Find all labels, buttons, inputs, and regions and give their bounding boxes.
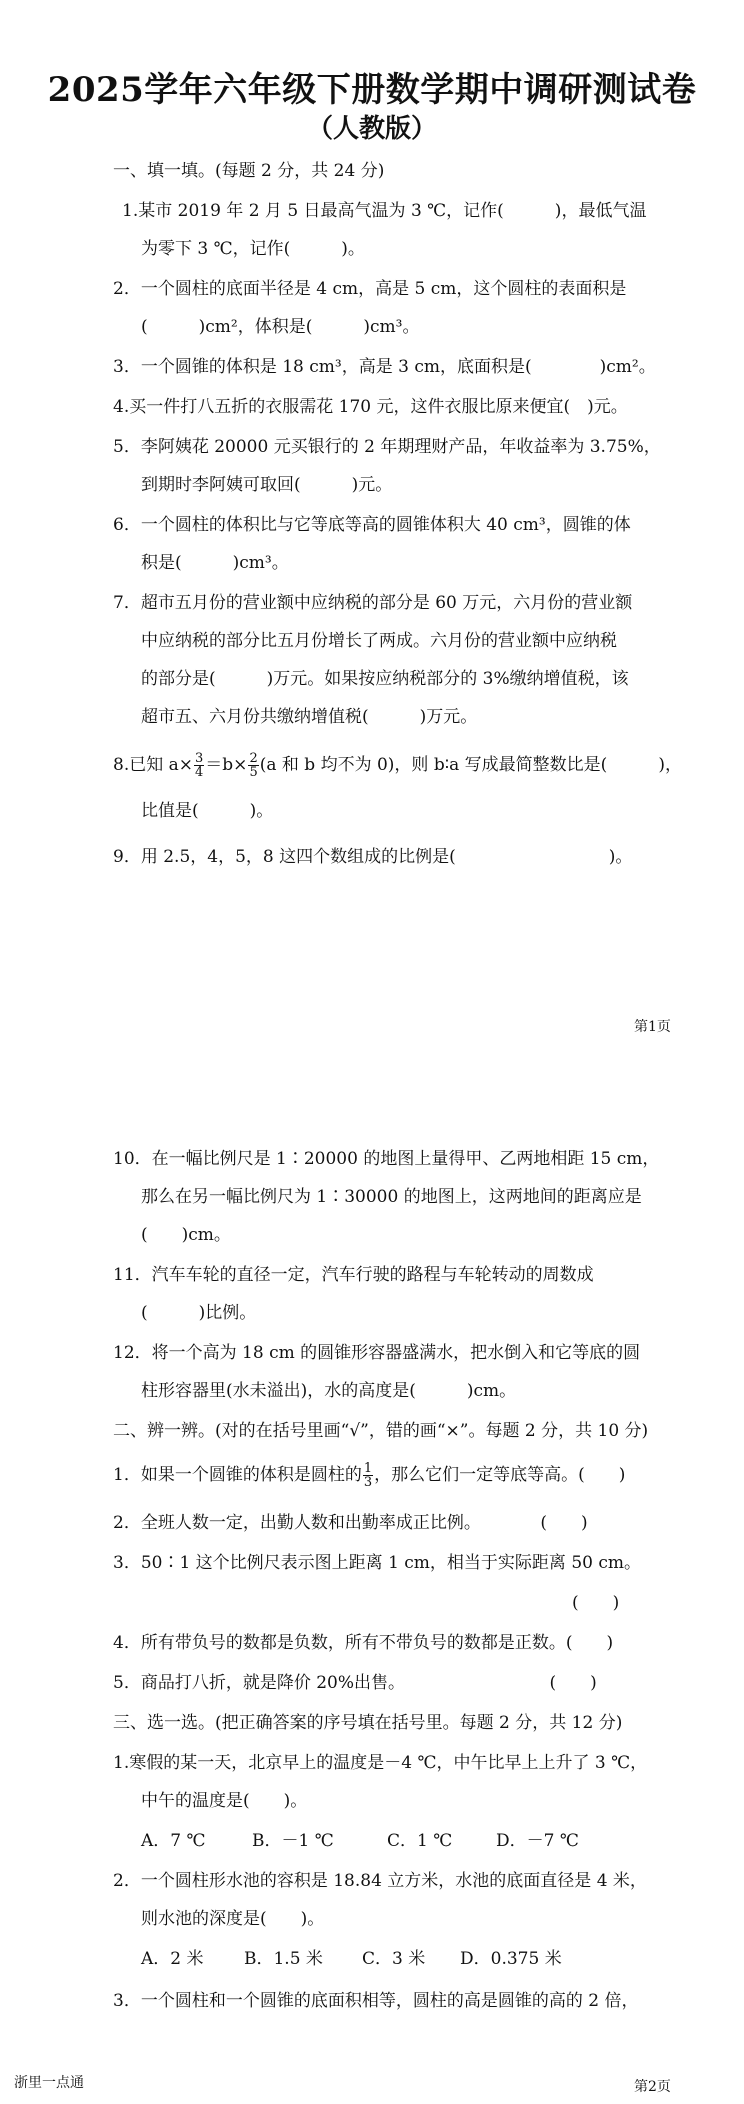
fraction-denominator: 5 [249,765,258,780]
question-5-line-2: 到期时李阿姨可取回( )元。 [141,475,393,495]
fraction-two-fifths [248,752,258,779]
question-6-line-1: 6．一个圆柱的体积比与它等底等高的圆锥体积大 40 cm³，圆锥的体 [113,515,631,535]
question-2-line-2: ( )cm²，体积是( )cm³。 [141,317,420,337]
question-10-line-2: 那么在另一幅比例尺为 1∶30000 的地图上，这两地间的距离应是 [141,1187,642,1207]
choice-question-1-option-a: A．7 ℃ [141,1831,206,1851]
question-7-line-1: 7．超市五月份的营业额中应纳税的部分是 60 万元，六月份的营业额 [113,593,633,613]
page-number-1: 第1页 [634,1019,671,1035]
judge-question-1 [113,1462,625,1489]
page-subtitle: （人教版） [306,114,437,144]
choice-question-1-line-1: 1.寒假的某一天，北京早上的温度是－4 ℃，中午比早上上升了 3 ℃， [113,1753,648,1773]
question-1-line-2: 为零下 3 ℃，记作( )。 [141,239,365,259]
fraction-three-quarters [194,752,204,779]
question-2-line-1: 2．一个圆柱的底面半径是 4 cm，高是 5 cm，这个圆柱的表面积是 [113,279,627,299]
choice-question-2-option-a: A．2 米 [141,1949,204,1969]
choice-question-2-option-c: C．3 米 [362,1949,426,1969]
judge-question-4: 4．所有带负号的数都是负数，所有不带负号的数都是正数。( ) [113,1633,614,1653]
question-8-mid: ＝b× [205,755,248,775]
question-6-line-2: 积是( )cm³。 [141,553,289,573]
judge-question-1-prefix: 1．如果一个圆锥的体积是圆柱的 [113,1465,362,1485]
page-title: 2025学年六年级下册数学期中调研测试卷 [47,70,697,110]
fraction-numerator: 3 [195,751,204,766]
question-8-line-2: 比值是( )。 [141,801,274,821]
question-11-line-2: ( )比例。 [141,1303,257,1323]
question-10-line-1: 10．在一幅比例尺是 1∶20000 的地图上量得甲、乙两地相距 15 cm， [113,1149,660,1169]
question-9: 9．用 2.5，4，5，8 这四个数组成的比例是( )。 [113,847,633,867]
fraction-denominator: 3 [363,1475,373,1490]
judge-question-3-answer-paren: ( ) [572,1593,620,1613]
choice-question-1-option-b: B．－1 ℃ [252,1831,334,1851]
choice-question-2-line-1: 2．一个圆柱形水池的容积是 18.84 立方米，水池的底面直径是 4 米， [113,1871,647,1891]
question-8-prefix: 8.已知 a× [113,755,194,775]
question-12-line-2: 柱形容器里(水未溢出)，水的高度是( )cm。 [141,1381,517,1401]
footer-brand: 浙里一点通 [14,2075,84,2091]
question-11-line-1: 11．汽车车轮的直径一定，汽车行驶的路程与车轮转动的周数成 [113,1265,594,1285]
choice-question-1-option-d: D．－7 ℃ [496,1831,579,1851]
question-4: 4.买一件打八五折的衣服需花 170 元，这件衣服比原来便宜( )元。 [113,397,628,417]
question-7-line-3: 的部分是( )万元。如果按应纳税部分的 3%缴纳增值税，该 [141,669,629,689]
question-5-line-1: 5．李阿姨花 20000 元买银行的 2 年期理财产品，年收益率为 3.75%， [113,437,661,457]
section-heading-multiple-choice: 三、选一选。(把正确答案的序号填在括号里。每题 2 分，共 12 分) [113,1713,623,1733]
question-3: 3．一个圆锥的体积是 18 cm³，高是 3 cm，底面积是( )cm²。 [113,357,656,377]
judge-question-1-suffix: ，那么它们一定等底等高。( ) [374,1465,626,1485]
question-1-line-1: 1.某市 2019 年 2 月 5 日最高气温为 3 ℃，记作( )，最低气温 [122,201,647,221]
question-12-line-1: 12．将一个高为 18 cm 的圆锥形容器盛满水，把水倒入和它等底的圆 [113,1343,641,1363]
question-7-line-2: 中应纳税的部分比五月份增长了两成。六月份的营业额中应纳税 [141,631,617,651]
section-heading-fill-in: 一、填一填。(每题 2 分，共 24 分) [113,161,385,181]
question-8-suffix: (a 和 b 均不为 0)，则 b∶a 写成最简整数比是( )， [259,755,682,775]
question-10-line-3: ( )cm。 [141,1225,231,1245]
judge-question-5: 5．商品打八折，就是降价 20%出售。 ( ) [113,1673,597,1693]
choice-question-2-option-b: B．1.5 米 [244,1949,323,1969]
judge-question-3: 3．50∶1 这个比例尺表示图上距离 1 cm，相当于实际距离 50 cm。 [113,1553,642,1573]
choice-question-2-line-2: 则水池的深度是( )。 [141,1909,325,1929]
fraction-denominator: 4 [195,765,204,780]
question-7-line-4: 超市五、六月份共缴纳增值税( )万元。 [141,707,478,727]
question-8-line-1 [113,752,682,779]
section-heading-true-false: 二、辨一辨。(对的在括号里画“√”，错的画“×”。每题 2 分，共 10 分) [113,1421,649,1441]
fraction-one-third [363,1462,373,1489]
page-number-2: 第2页 [634,2079,671,2095]
fraction-numerator: 1 [363,1461,373,1476]
judge-question-2: 2．全班人数一定，出勤人数和出勤率成正比例。 ( ) [113,1513,588,1533]
choice-question-2-option-d: D．0.375 米 [460,1949,562,1969]
choice-question-1-line-2: 中午的温度是( )。 [141,1791,308,1811]
choice-question-1-option-c: C．1 ℃ [387,1831,453,1851]
fraction-numerator: 2 [249,751,258,766]
choice-question-3-line-1: 3．一个圆柱和一个圆锥的底面积相等，圆柱的高是圆锥的高的 2 倍， [113,1991,639,2011]
